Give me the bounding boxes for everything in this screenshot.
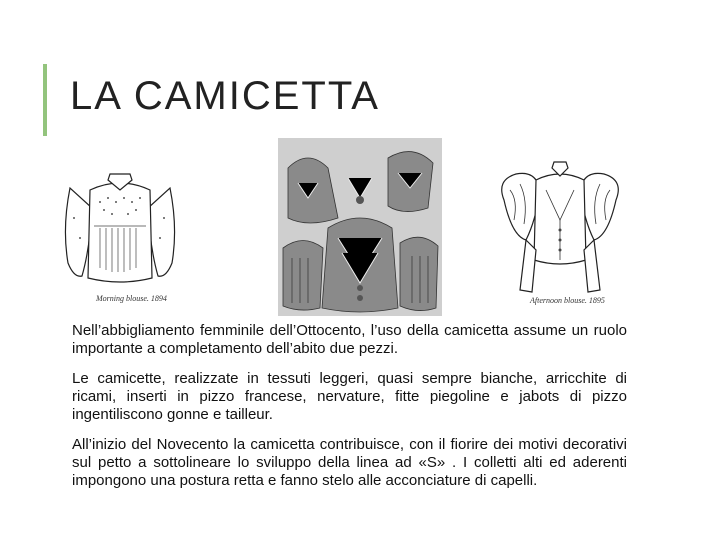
morning-blouse-image <box>60 168 180 314</box>
paragraph: Nell’abbigliamento femminile dell’Ottocento, l’uso della camicetta assume un ruolo importante a completamento dell’abito due pezzi. <box>72 322 627 357</box>
paragraph: Le camicette, realizzate in tessuti leggeri, quasi sempre bianche, arricchite di ricami, inserti in pizzo francese, nervature, fitte piegoline e jabots di pizzo ingentiliscono gonne e tailleur. <box>72 370 627 423</box>
blouses-engraving-image <box>278 138 442 316</box>
blouse-illustration-icon <box>496 160 624 314</box>
body-text <box>72 322 627 502</box>
paragraph: All’inizio del Novecento la camicetta contribuisce, con il fiorire dei motivi decorativi sul petto a sottolineare lo sviluppo della linea ad «S» . I colletti alti ed aderenti impongono una postura retta e fanno stelo alle acconciature di capelli. <box>72 436 627 489</box>
title-accent-bar <box>43 64 47 136</box>
afternoon-blouse-image <box>496 160 624 314</box>
morning-blouse-caption: Morning blouse. 1894 <box>96 294 167 303</box>
afternoon-blouse-caption: Afternoon blouse. 1895 <box>530 296 605 305</box>
blouse-illustration-icon <box>60 168 180 314</box>
page-title: LA CAMICETTA <box>70 74 380 118</box>
blouses-engraving-icon <box>278 138 442 316</box>
